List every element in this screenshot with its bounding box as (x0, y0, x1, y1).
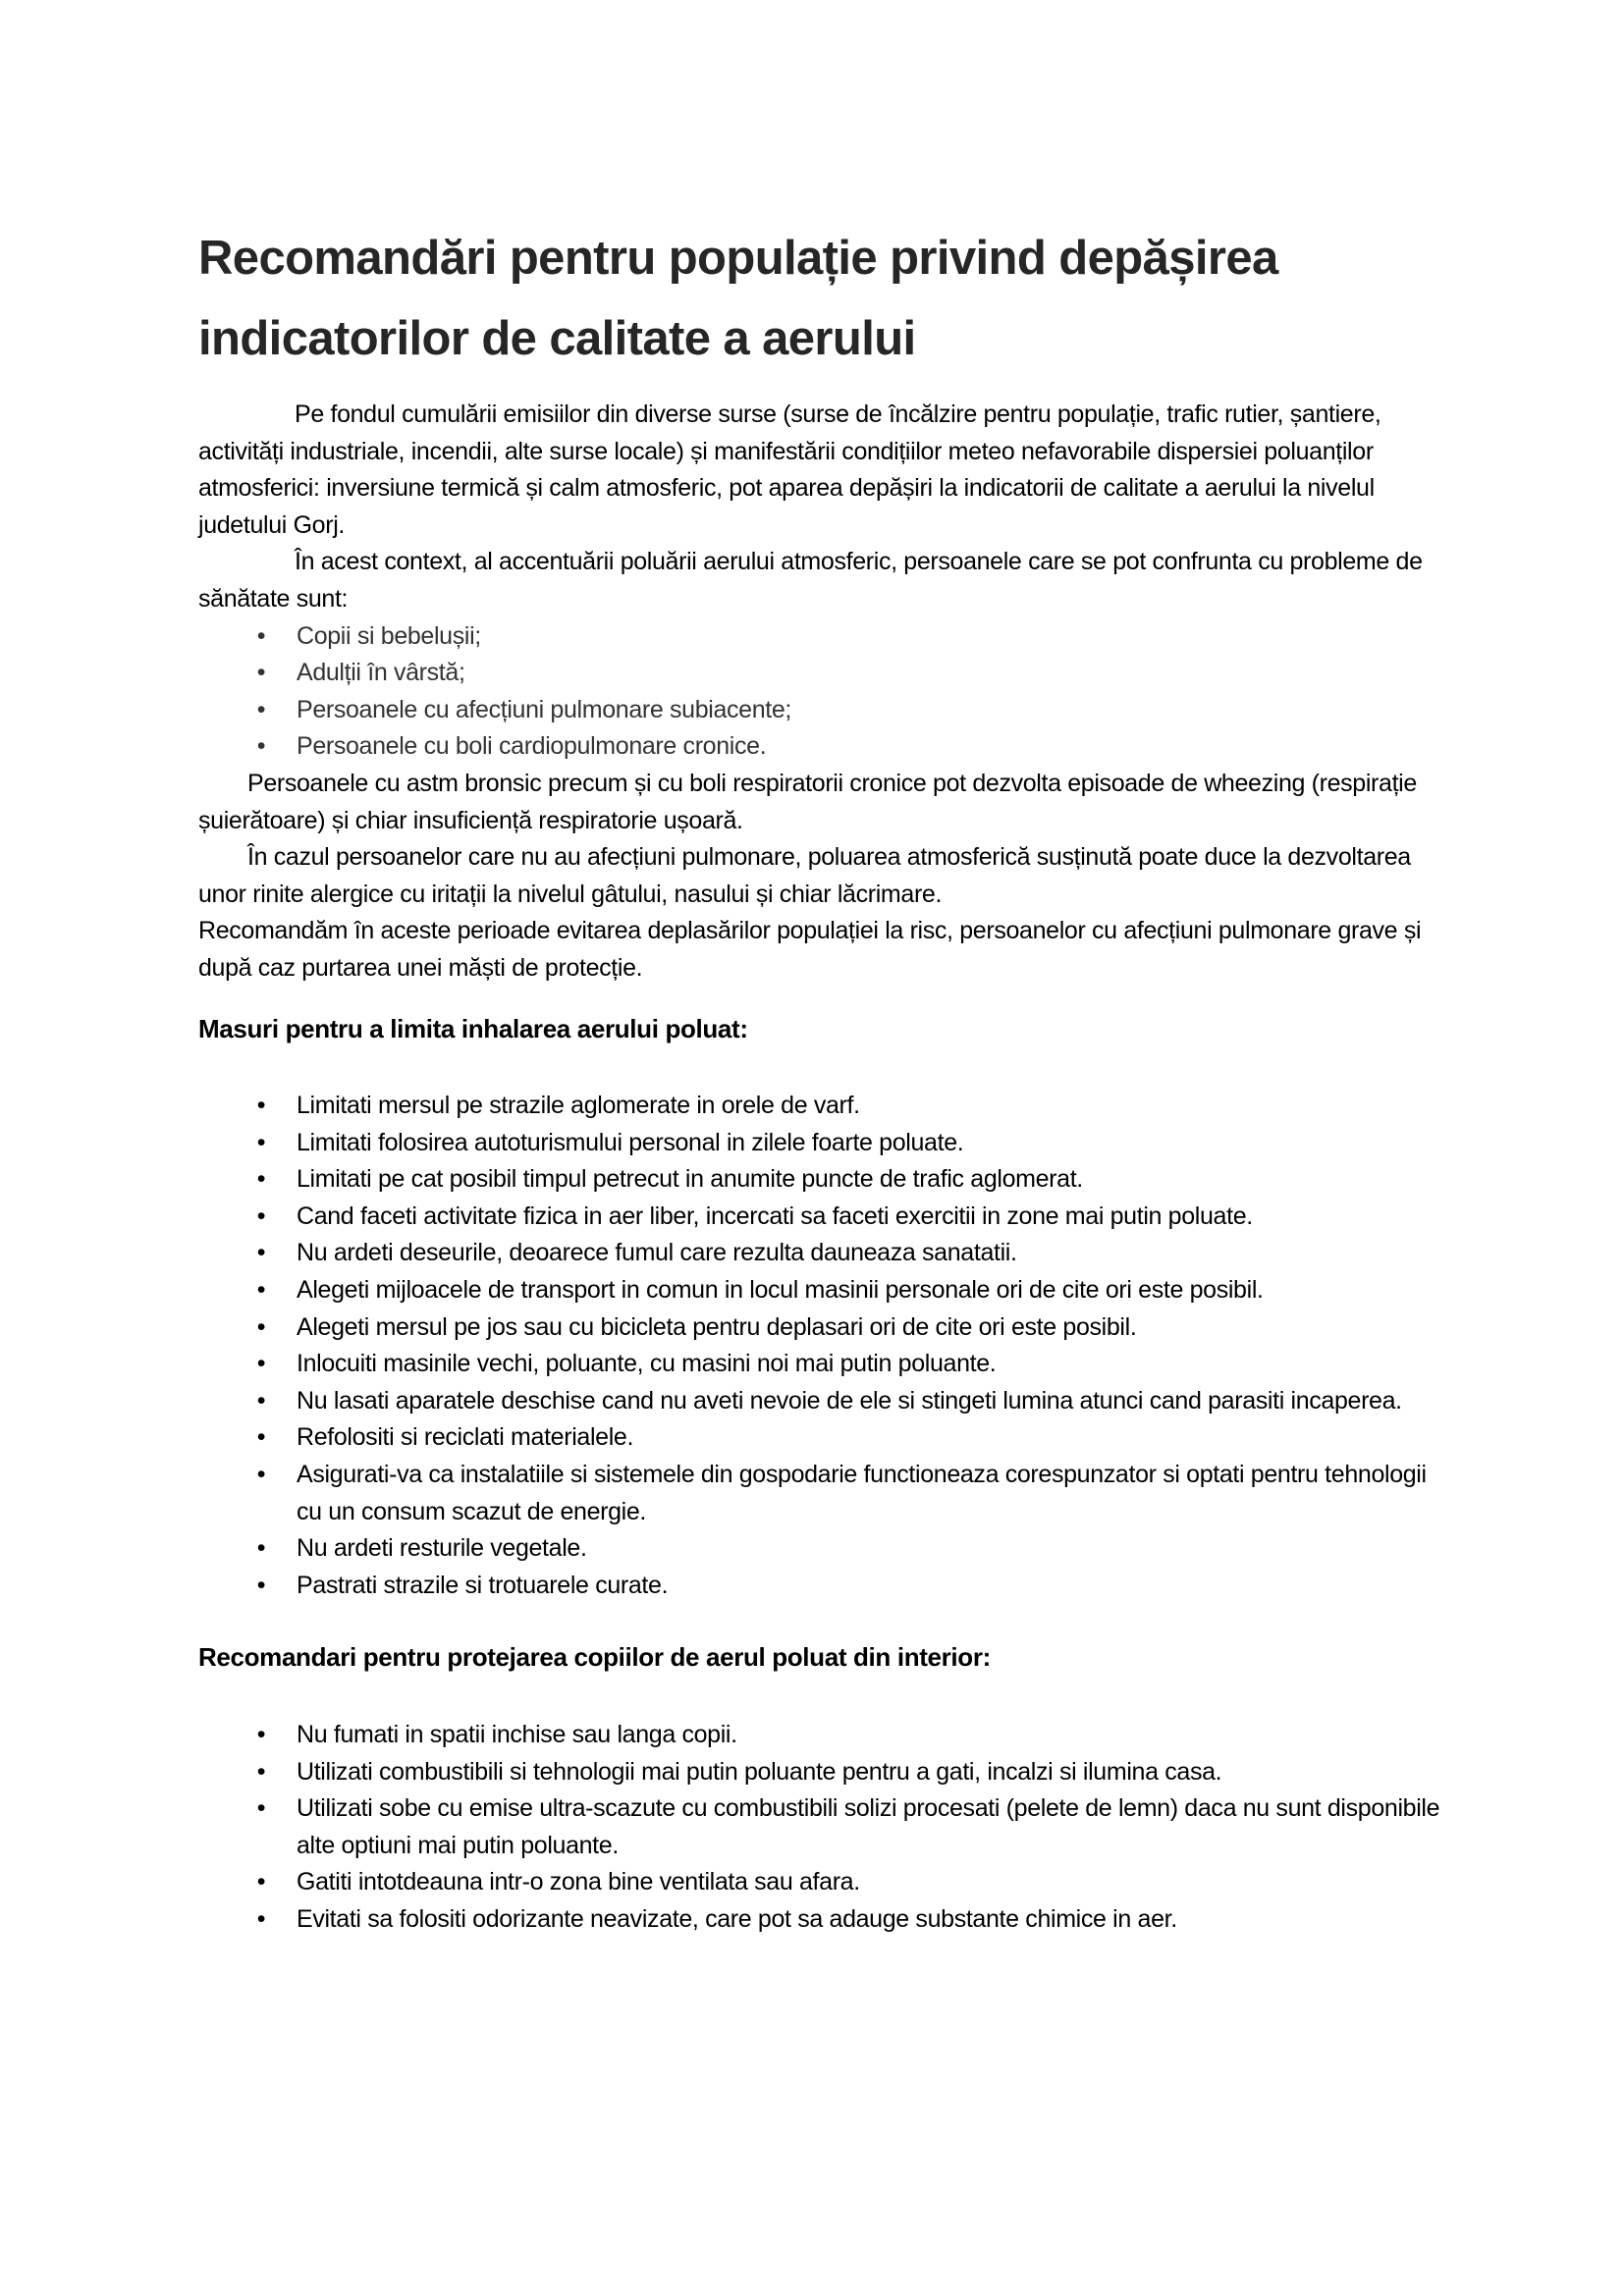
list-item-text: Limitati mersul pe strazile aglomerate in orele de varf. (297, 1092, 860, 1120)
list-item (198, 1901, 1445, 1939)
list-item-text: Utilizati combustibili si tehnologii mai putin poluante pentru a gati, incalzi si ilumina casa. (297, 1757, 1222, 1786)
list-item (198, 1125, 1445, 1162)
intro-paragraph-4: În cazul persoanelor care nu au afecțiuni pulmonare, poluarea atmosferică susținută poate duce la dezvoltarea unor rinite alergice cu iritații la nivelul gâtului, nasului și chiar lăcrimare. (198, 843, 1411, 908)
list-item (198, 1568, 1445, 1605)
list-item (198, 1235, 1445, 1272)
section-heading-protect-children: Recomandari pentru protejarea copiilor de aerul poluat din interior: (198, 1642, 991, 1673)
bullet-icon: • (256, 1350, 266, 1378)
intro-paragraph-1: Pe fondul cumulării emisiilor din diverse surse (surse de încălzire pentru populație, trafic rutier, șantiere, activități industriale, incendii, alte surse locale) și manifestării condițiilor meteo nefavorabile dispersiei poluanților atmosferici: inversiune termică și calm atmosferic, pot aparea depășiri la indicatorii de calitate a aerului la nivelul judetului Gorj. (198, 400, 1381, 539)
list-item-text: Persoanele cu afecțiuni pulmonare subiacente; (297, 695, 792, 723)
bullet-icon: • (256, 621, 266, 650)
bullet-icon: • (256, 1201, 266, 1230)
list-item-text: Evitati sa folositi odorizante neavizate, care pot sa adauge substante chimice in aer. (297, 1904, 1177, 1933)
bullet-icon: • (256, 1276, 266, 1305)
list-item (198, 1272, 1445, 1309)
bullet-icon: • (256, 1165, 266, 1194)
bullet-icon: • (256, 1423, 266, 1452)
risk-groups-list (198, 618, 1445, 766)
bullet-icon: • (256, 1794, 266, 1823)
bullet-icon: • (256, 1239, 266, 1267)
list-item-text: Limitati pe cat posibil timpul petrecut in anumite puncte de trafic aglomerat. (297, 1165, 1083, 1194)
list-item-text: Cand faceti activitate fizica in aer liber, incercati sa faceti exercitii in zone mai putin poluate. (297, 1201, 1253, 1230)
list-item-text: Copii si bebelușii; (297, 621, 481, 650)
list-item-text: Gatiti intotdeauna intr-o zona bine ventilata sau afara. (297, 1868, 860, 1896)
bullet-icon: • (256, 1868, 266, 1896)
list-item (198, 1383, 1445, 1420)
list-item (198, 728, 1445, 766)
list-item (198, 618, 1445, 656)
page-title: Recomandări pentru populație privind depășirea indicatorilor de calitate a aerului (198, 232, 1278, 365)
list-item-text: Nu ardeti deseurile, deoarece fumul care rezulta dauneaza sanatatii. (297, 1239, 1017, 1267)
list-item (198, 1864, 1445, 1901)
bullet-icon: • (256, 1904, 266, 1933)
bullet-icon: • (256, 695, 266, 723)
list-item (198, 1419, 1445, 1457)
list-item-text: Alegeti mersul pe jos sau cu bicicleta pentru deplasari ori de cite ori este posibil. (297, 1312, 1137, 1341)
list-item-text: Utilizati sobe cu emise ultra-scazute cu combustibili solizi procesati (pelete de lemn) daca nu sunt disponibile alte optiuni mai putin poluante. (297, 1794, 1440, 1859)
bullet-icon: • (256, 1534, 266, 1563)
limit-inhalation-list (198, 1088, 1445, 1604)
bullet-icon: • (256, 659, 266, 687)
list-item (198, 1088, 1445, 1125)
list-item-text: Nu fumati in spatii inchise sau langa copii. (297, 1721, 737, 1748)
bullet-icon: • (256, 1757, 266, 1786)
list-item (198, 692, 1445, 729)
list-item-text: Asigurati-va ca instalatiile si sistemele din gospodarie functioneaza corespunzator si optati pentru tehnologii cu un consum scazut de energie. (297, 1461, 1427, 1525)
list-item-text: Inlocuiti masinile vechi, poluante, cu masini noi mai putin poluante. (297, 1350, 997, 1378)
list-item-text: Limitati folosirea autoturismului personal in zilele foarte poluate. (297, 1128, 964, 1156)
list-item (198, 1754, 1445, 1791)
bullet-icon: • (256, 1092, 266, 1120)
bullet-icon: • (256, 1721, 266, 1748)
bullet-icon: • (256, 1312, 266, 1341)
list-item-text: Nu ardeti resturile vegetale. (297, 1534, 587, 1563)
bullet-icon: • (256, 1386, 266, 1415)
document-page (198, 218, 1445, 1939)
section-heading-limit-inhalation: Masuri pentru a limita inhalarea aerului poluat: (198, 1013, 748, 1043)
list-item (198, 1457, 1445, 1530)
intro-paragraph-5: Recomandăm în aceste perioade evitarea deplasărilor populației la risc, persoanelor cu afecțiuni pulmonare grave și după caz purtarea unei măști de protecție. (198, 917, 1422, 982)
list-item-text: Nu lasati aparatele deschise cand nu aveti nevoie de ele si stingeti lumina atunci cand parasiti incaperea. (297, 1386, 1402, 1415)
list-item-text: Pastrati strazile si trotuarele curate. (297, 1571, 669, 1599)
protect-children-list (198, 1717, 1445, 1939)
intro-paragraph-2: În acest context, al accentuării poluării aerului atmosferic, persoanele care se pot confrunta cu probleme de sănătate sunt: (198, 548, 1423, 613)
list-item (198, 1346, 1445, 1383)
bullet-icon: • (256, 1128, 266, 1156)
bullet-icon: • (256, 732, 266, 761)
list-item (198, 1199, 1445, 1236)
bullet-icon: • (256, 1571, 266, 1599)
list-item (198, 1530, 1445, 1568)
list-item-text: Adulții în vârstă; (297, 659, 465, 687)
list-item (198, 1790, 1445, 1864)
list-item (198, 1309, 1445, 1347)
list-item (198, 1161, 1445, 1199)
list-item (198, 1717, 1445, 1754)
intro-paragraph-3: Persoanele cu astm bronsic precum și cu boli respiratorii cronice pot dezvolta episoade de wheezing (respirație șuierătoare) și chiar insuficiență respiratorie ușoară. (198, 769, 1417, 834)
list-item-text: Refolositi si reciclati materialele. (297, 1423, 634, 1452)
list-item-text: Persoanele cu boli cardiopulmonare cronice. (297, 732, 767, 761)
list-item (198, 655, 1445, 692)
intro-section (198, 397, 1445, 988)
list-item-text: Alegeti mijloacele de transport in comun in locul masinii personale ori de cite ori este posibil. (297, 1276, 1264, 1305)
bullet-icon: • (256, 1461, 266, 1489)
